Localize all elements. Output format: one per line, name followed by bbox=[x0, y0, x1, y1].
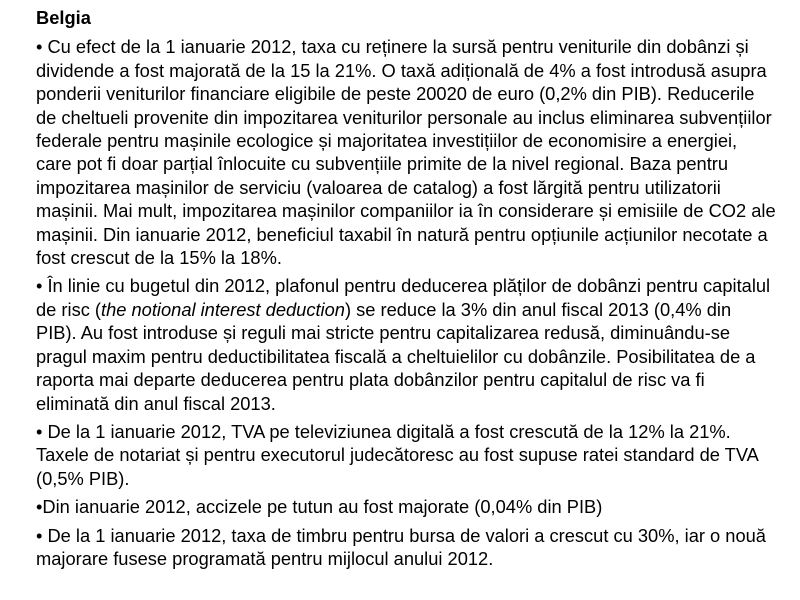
section-heading: Belgia bbox=[36, 7, 91, 28]
paragraph-text-after: ) se reduce la 3% din anul fiscal 2013 (0,4% din PIB). Au fost introduse și reguli mai stricte pentru capitalizarea redusă, diminuându-se pragul maxim pentru deductibilitatea fiscală a cheltuielilor cu dobânzile. Posibilitatea de a raporta mai departe deducerea pentru plata dobânzilor pentru capitalul de risc va fi eliminată din anul fiscal 2013. bbox=[36, 298, 756, 414]
document-body bbox=[36, 6, 776, 575]
emphasis-term: the notional interest deduction bbox=[101, 298, 345, 320]
paragraph-vat: • De la 1 ianuarie 2012, TVA pe televiziunea digitală a fost crescută de la 12% la 21%. Taxele de notariat și pentru executorul judecătoresc au fost supuse ratei standard de TVA (0,5% PIB). bbox=[36, 420, 758, 489]
paragraph-income-tax: • Cu efect de la 1 ianuarie 2012, taxa cu reținere la sursă pentru veniturile din dobânzi și dividende a fost majorată de la 15 la 21%. O taxă adițională de 4% a fost introdusă asupra ponderii veniturilor financiare eligibile de peste 20020 de euro (0,2% din PIB). Reducerile de cheltueli provenite din impozitarea veniturilor personale au inclus eliminarea subvențiilor federale pentru mașinile ecologice și majoritatea investițiilor de economisire a energiei, care pot fi doar parțial înlocuite cu subvențiile primite de la nivel regional. Baza pentru impozitarea mașinilor de serviciu (valoarea de catalog) a fost lărgită pentru utilizatorii mașinii. Mai mult, impozitarea mașinilor companiilor ia în considerare și emisiile de CO2 ale mașinii. Din ianuarie 2012, beneficiul taxabil în natură pentru opțiunile acțiunilor necotate a fost crescut de la 15% la 18%. bbox=[36, 36, 776, 269]
paragraph-notional-interest bbox=[36, 274, 776, 414]
paragraph-stamp-duty: • De la 1 ianuarie 2012, taxa de timbru pentru bursa de valori a crescut cu 30%, iar o nouă majorare fusese programată pentru mijlocul anului 2012. bbox=[36, 524, 766, 569]
paragraph-excise-tobacco: •Din ianuarie 2012, accizele pe tutun au fost majorate (0,04% din PIB) bbox=[36, 496, 603, 518]
paragraph-text-before: • În linie cu bugetul din 2012, plafonul pentru deducerea plăților de dobânzi pentru capitalul de risc ( bbox=[36, 275, 771, 320]
